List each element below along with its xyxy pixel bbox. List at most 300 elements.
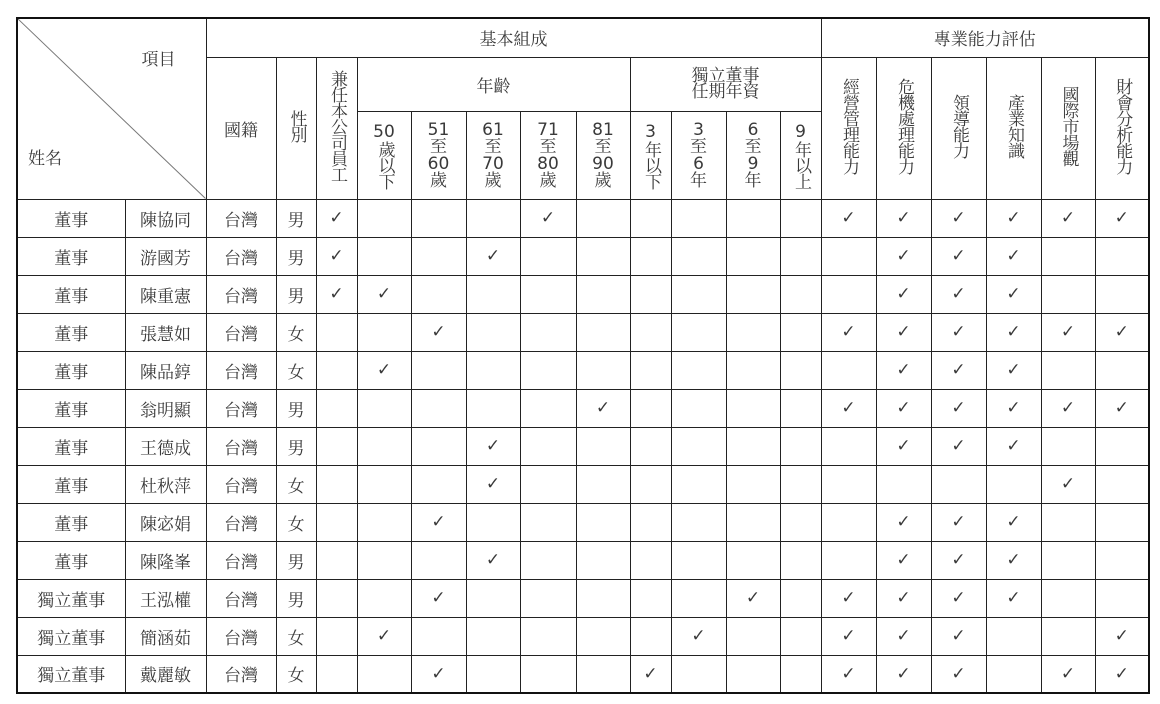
check-mark-cell [520,313,576,351]
check-mark-cell: ✓ [986,541,1041,579]
col-age-51-60: 51 至 60 歲 [411,111,466,199]
corner-name-label: 姓名 [28,148,62,169]
check-mark-cell: ✓ [876,541,931,579]
check-mark-cell [780,199,821,237]
check-mark-cell [1095,237,1149,275]
role-cell: 獨立董事 [17,655,125,693]
group-age: 年齡 [357,57,630,111]
check-mark-cell [357,199,411,237]
check-mark-cell [726,351,780,389]
check-mark-cell: ✓ [466,427,520,465]
check-mark-cell [576,237,630,275]
check-mark-cell: ✓ [986,427,1041,465]
table-row [17,503,1149,541]
check-mark-cell [986,655,1041,693]
gender-cell: 女 [276,313,316,351]
director-name-cell: 戴麗敏 [125,655,206,693]
check-mark-cell [1041,275,1095,313]
table-row [17,579,1149,617]
col-skill-crisis: 危機處理能力 [876,57,931,199]
check-mark-cell: ✓ [1095,617,1149,655]
check-mark-cell: ✓ [931,655,986,693]
col-skill-international: 國際市場觀 [1041,57,1095,199]
group-tenure: 獨立董事 任期年資 [630,57,821,111]
check-mark-cell [411,199,466,237]
check-mark-cell [576,579,630,617]
table-row [17,237,1149,275]
check-mark-cell: ✓ [931,389,986,427]
col-age-61-70: 61 至 70 歲 [466,111,520,199]
check-mark-cell [357,655,411,693]
check-mark-cell [466,503,520,541]
check-mark-cell [780,351,821,389]
check-mark-cell [671,237,726,275]
check-mark-cell [466,655,520,693]
check-mark-cell: ✓ [357,617,411,655]
check-mark-cell [1095,579,1149,617]
check-mark-cell [630,427,671,465]
check-mark-cell: ✓ [821,655,876,693]
col-skill-management: 經營管理能力 [821,57,876,199]
nationality-cell: 台灣 [206,389,276,427]
check-mark-cell [630,579,671,617]
director-name-cell: 陳隆峯 [125,541,206,579]
check-mark-cell [316,579,357,617]
check-mark-cell [316,503,357,541]
check-mark-cell [357,465,411,503]
check-mark-cell: ✓ [821,389,876,427]
corner-header-cell [17,18,206,199]
check-mark-cell: ✓ [931,541,986,579]
check-mark-cell: ✓ [316,275,357,313]
check-mark-cell [466,199,520,237]
table-row [17,617,1149,655]
check-mark-cell: ✓ [931,351,986,389]
col-tenure-under-3: 3 年以下 [630,111,671,199]
role-cell: 董事 [17,351,125,389]
check-mark-cell: ✓ [876,389,931,427]
check-mark-cell [466,617,520,655]
check-mark-cell [780,389,821,427]
check-mark-cell [316,541,357,579]
check-mark-cell [780,237,821,275]
check-mark-cell [411,275,466,313]
nationality-cell: 台灣 [206,503,276,541]
check-mark-cell [520,351,576,389]
check-mark-cell: ✓ [411,655,466,693]
check-mark-cell [576,617,630,655]
check-mark-cell: ✓ [876,351,931,389]
check-mark-cell [576,427,630,465]
check-mark-cell [411,465,466,503]
check-mark-cell: ✓ [411,313,466,351]
check-mark-cell [726,541,780,579]
role-cell: 董事 [17,427,125,465]
check-mark-cell: ✓ [1095,655,1149,693]
table-row [17,655,1149,693]
director-name-cell: 王泓權 [125,579,206,617]
check-mark-cell [821,503,876,541]
check-mark-cell [316,389,357,427]
check-mark-cell: ✓ [411,579,466,617]
check-mark-cell [671,503,726,541]
director-name-cell: 簡涵茹 [125,617,206,655]
gender-cell: 女 [276,351,316,389]
check-mark-cell: ✓ [466,237,520,275]
director-name-cell: 陳品錞 [125,351,206,389]
check-mark-cell [671,655,726,693]
role-cell: 董事 [17,313,125,351]
check-mark-cell [630,351,671,389]
check-mark-cell: ✓ [876,427,931,465]
check-mark-cell [576,503,630,541]
table-row [17,427,1149,465]
check-mark-cell [726,237,780,275]
role-cell: 董事 [17,541,125,579]
check-mark-cell: ✓ [931,503,986,541]
check-mark-cell: ✓ [931,275,986,313]
check-mark-cell: ✓ [986,237,1041,275]
director-name-cell: 杜秋萍 [125,465,206,503]
check-mark-cell [466,313,520,351]
check-mark-cell [726,465,780,503]
check-mark-cell: ✓ [1095,313,1149,351]
check-mark-cell: ✓ [1041,465,1095,503]
role-cell: 董事 [17,465,125,503]
director-name-cell: 陳宓娟 [125,503,206,541]
check-mark-cell: ✓ [821,617,876,655]
check-mark-cell [931,465,986,503]
check-mark-cell [671,199,726,237]
gender-cell: 男 [276,199,316,237]
nationality-cell: 台灣 [206,579,276,617]
check-mark-cell [671,427,726,465]
check-mark-cell [1041,617,1095,655]
role-cell: 董事 [17,503,125,541]
nationality-cell: 台灣 [206,617,276,655]
check-mark-cell [411,617,466,655]
check-mark-cell [411,389,466,427]
director-name-cell: 陳重憲 [125,275,206,313]
check-mark-cell: ✓ [986,579,1041,617]
check-mark-cell [630,199,671,237]
check-mark-cell [576,655,630,693]
check-mark-cell [671,579,726,617]
check-mark-cell [316,313,357,351]
check-mark-cell [671,351,726,389]
check-mark-cell [576,351,630,389]
table-row [17,465,1149,503]
check-mark-cell [357,313,411,351]
table-row [17,313,1149,351]
check-mark-cell [780,275,821,313]
board-composition-table [16,17,1150,694]
check-mark-cell [671,465,726,503]
role-cell: 董事 [17,199,125,237]
col-employee: 兼任本公司員工 [316,57,357,199]
check-mark-cell [316,617,357,655]
check-mark-cell: ✓ [821,579,876,617]
check-mark-cell [520,427,576,465]
check-mark-cell [726,655,780,693]
check-mark-cell [780,313,821,351]
check-mark-cell [357,389,411,427]
check-mark-cell: ✓ [1041,199,1095,237]
nationality-cell: 台灣 [206,313,276,351]
check-mark-cell: ✓ [876,503,931,541]
check-mark-cell [411,237,466,275]
col-age-under-50: 50 歲以下 [357,111,411,199]
check-mark-cell: ✓ [986,275,1041,313]
gender-cell: 男 [276,237,316,275]
nationality-cell: 台灣 [206,541,276,579]
diagonal-divider [18,19,206,199]
check-mark-cell [630,275,671,313]
check-mark-cell [520,237,576,275]
check-mark-cell [726,199,780,237]
col-age-81-90: 81 至 90 歲 [576,111,630,199]
check-mark-cell [780,655,821,693]
check-mark-cell: ✓ [876,579,931,617]
check-mark-cell: ✓ [986,199,1041,237]
group-basic-composition: 基本組成 [206,18,821,57]
nationality-cell: 台灣 [206,465,276,503]
check-mark-cell: ✓ [876,237,931,275]
check-mark-cell [466,351,520,389]
col-gender: 性別 [276,57,316,199]
check-mark-cell [520,655,576,693]
nationality-cell: 台灣 [206,275,276,313]
check-mark-cell [357,503,411,541]
check-mark-cell [1095,427,1149,465]
gender-cell: 女 [276,655,316,693]
nationality-cell: 台灣 [206,427,276,465]
check-mark-cell [357,579,411,617]
gender-cell: 男 [276,541,316,579]
gender-cell: 女 [276,503,316,541]
check-mark-cell [630,617,671,655]
check-mark-cell [1095,275,1149,313]
role-cell: 獨立董事 [17,617,125,655]
check-mark-cell [780,617,821,655]
check-mark-cell: ✓ [876,275,931,313]
gender-cell: 男 [276,275,316,313]
check-mark-cell [520,465,576,503]
group-skills-assessment: 專業能力評估 [821,18,1149,57]
check-mark-cell: ✓ [931,199,986,237]
check-mark-cell: ✓ [876,655,931,693]
check-mark-cell [986,465,1041,503]
role-cell: 董事 [17,275,125,313]
check-mark-cell [726,389,780,427]
check-mark-cell [1095,503,1149,541]
check-mark-cell [520,389,576,427]
director-name-cell: 游國芳 [125,237,206,275]
check-mark-cell [576,465,630,503]
check-mark-cell [520,503,576,541]
check-mark-cell [576,275,630,313]
check-mark-cell [520,617,576,655]
check-mark-cell [1095,351,1149,389]
check-mark-cell: ✓ [986,313,1041,351]
check-mark-cell [520,541,576,579]
col-tenure-3-6: 3 至 6 年 [671,111,726,199]
check-mark-cell: ✓ [876,313,931,351]
check-mark-cell: ✓ [316,199,357,237]
check-mark-cell: ✓ [931,427,986,465]
check-mark-cell [821,541,876,579]
check-mark-cell: ✓ [876,199,931,237]
check-mark-cell [1041,579,1095,617]
check-mark-cell [630,465,671,503]
check-mark-cell: ✓ [986,389,1041,427]
check-mark-cell [726,427,780,465]
director-name-cell: 張慧如 [125,313,206,351]
check-mark-cell: ✓ [876,617,931,655]
director-name-cell: 陳協同 [125,199,206,237]
col-skill-industry: 產業知識 [986,57,1041,199]
check-mark-cell: ✓ [931,237,986,275]
check-mark-cell [1041,237,1095,275]
check-mark-cell [520,579,576,617]
check-mark-cell: ✓ [986,351,1041,389]
check-mark-cell [780,503,821,541]
table-row [17,199,1149,237]
check-mark-cell [576,541,630,579]
check-mark-cell: ✓ [1041,655,1095,693]
col-tenure-6-9: 6 至 9 年 [726,111,780,199]
gender-cell: 女 [276,617,316,655]
check-mark-cell: ✓ [466,541,520,579]
check-mark-cell [986,617,1041,655]
table-row [17,541,1149,579]
check-mark-cell: ✓ [671,617,726,655]
corner-item-label: 項目 [141,50,176,70]
check-mark-cell [316,465,357,503]
check-mark-cell: ✓ [520,199,576,237]
col-skill-leadership: 領導能力 [931,57,986,199]
check-mark-cell: ✓ [357,275,411,313]
check-mark-cell [630,389,671,427]
check-mark-cell: ✓ [1041,389,1095,427]
check-mark-cell [671,275,726,313]
check-mark-cell: ✓ [411,503,466,541]
check-mark-cell: ✓ [1041,313,1095,351]
check-mark-cell [671,389,726,427]
check-mark-cell [780,427,821,465]
check-mark-cell: ✓ [931,579,986,617]
check-mark-cell [726,503,780,541]
nationality-cell: 台灣 [206,237,276,275]
check-mark-cell [630,541,671,579]
check-mark-cell [466,275,520,313]
check-mark-cell [780,579,821,617]
check-mark-cell [780,541,821,579]
check-mark-cell: ✓ [1095,389,1149,427]
nationality-cell: 台灣 [206,351,276,389]
check-mark-cell [726,275,780,313]
check-mark-cell [630,313,671,351]
check-mark-cell [1095,541,1149,579]
check-mark-cell [357,237,411,275]
check-mark-cell: ✓ [316,237,357,275]
check-mark-cell [520,275,576,313]
check-mark-cell: ✓ [986,503,1041,541]
check-mark-cell [821,237,876,275]
director-name-cell: 翁明顯 [125,389,206,427]
gender-cell: 男 [276,389,316,427]
gender-cell: 男 [276,579,316,617]
table-row [17,351,1149,389]
check-mark-cell [1095,465,1149,503]
check-mark-cell [821,465,876,503]
col-tenure-over-9: 9 年以上 [780,111,821,199]
check-mark-cell: ✓ [466,465,520,503]
gender-cell: 女 [276,465,316,503]
check-mark-cell: ✓ [726,579,780,617]
check-mark-cell [411,541,466,579]
role-cell: 董事 [17,389,125,427]
check-mark-cell [466,389,520,427]
check-mark-cell [726,313,780,351]
check-mark-cell [411,351,466,389]
check-mark-cell [876,465,931,503]
director-name-cell: 王德成 [125,427,206,465]
check-mark-cell [466,579,520,617]
check-mark-cell [316,351,357,389]
check-mark-cell: ✓ [1095,199,1149,237]
check-mark-cell [576,199,630,237]
check-mark-cell: ✓ [630,655,671,693]
check-mark-cell [671,541,726,579]
table-row [17,275,1149,313]
check-mark-cell: ✓ [576,389,630,427]
nationality-cell: 台灣 [206,655,276,693]
check-mark-cell [1041,541,1095,579]
check-mark-cell [671,313,726,351]
check-mark-cell [780,465,821,503]
check-mark-cell [1041,351,1095,389]
table-row [17,389,1149,427]
check-mark-cell [411,427,466,465]
check-mark-cell [1041,503,1095,541]
check-mark-cell [726,617,780,655]
check-mark-cell: ✓ [821,313,876,351]
nationality-cell: 台灣 [206,199,276,237]
check-mark-cell [821,275,876,313]
gender-cell: 男 [276,427,316,465]
check-mark-cell [357,541,411,579]
check-mark-cell [357,427,411,465]
check-mark-cell [821,351,876,389]
role-cell: 獨立董事 [17,579,125,617]
check-mark-cell [576,313,630,351]
check-mark-cell: ✓ [931,617,986,655]
check-mark-cell [821,427,876,465]
role-cell: 董事 [17,237,125,275]
check-mark-cell [316,655,357,693]
check-mark-cell [630,503,671,541]
check-mark-cell: ✓ [931,313,986,351]
col-skill-finance: 財會分析能力 [1095,57,1149,199]
check-mark-cell: ✓ [821,199,876,237]
check-mark-cell [630,237,671,275]
table-body [17,199,1149,693]
col-age-71-80: 71 至 80 歲 [520,111,576,199]
check-mark-cell: ✓ [357,351,411,389]
col-nationality: 國籍 [206,57,276,199]
check-mark-cell [316,427,357,465]
